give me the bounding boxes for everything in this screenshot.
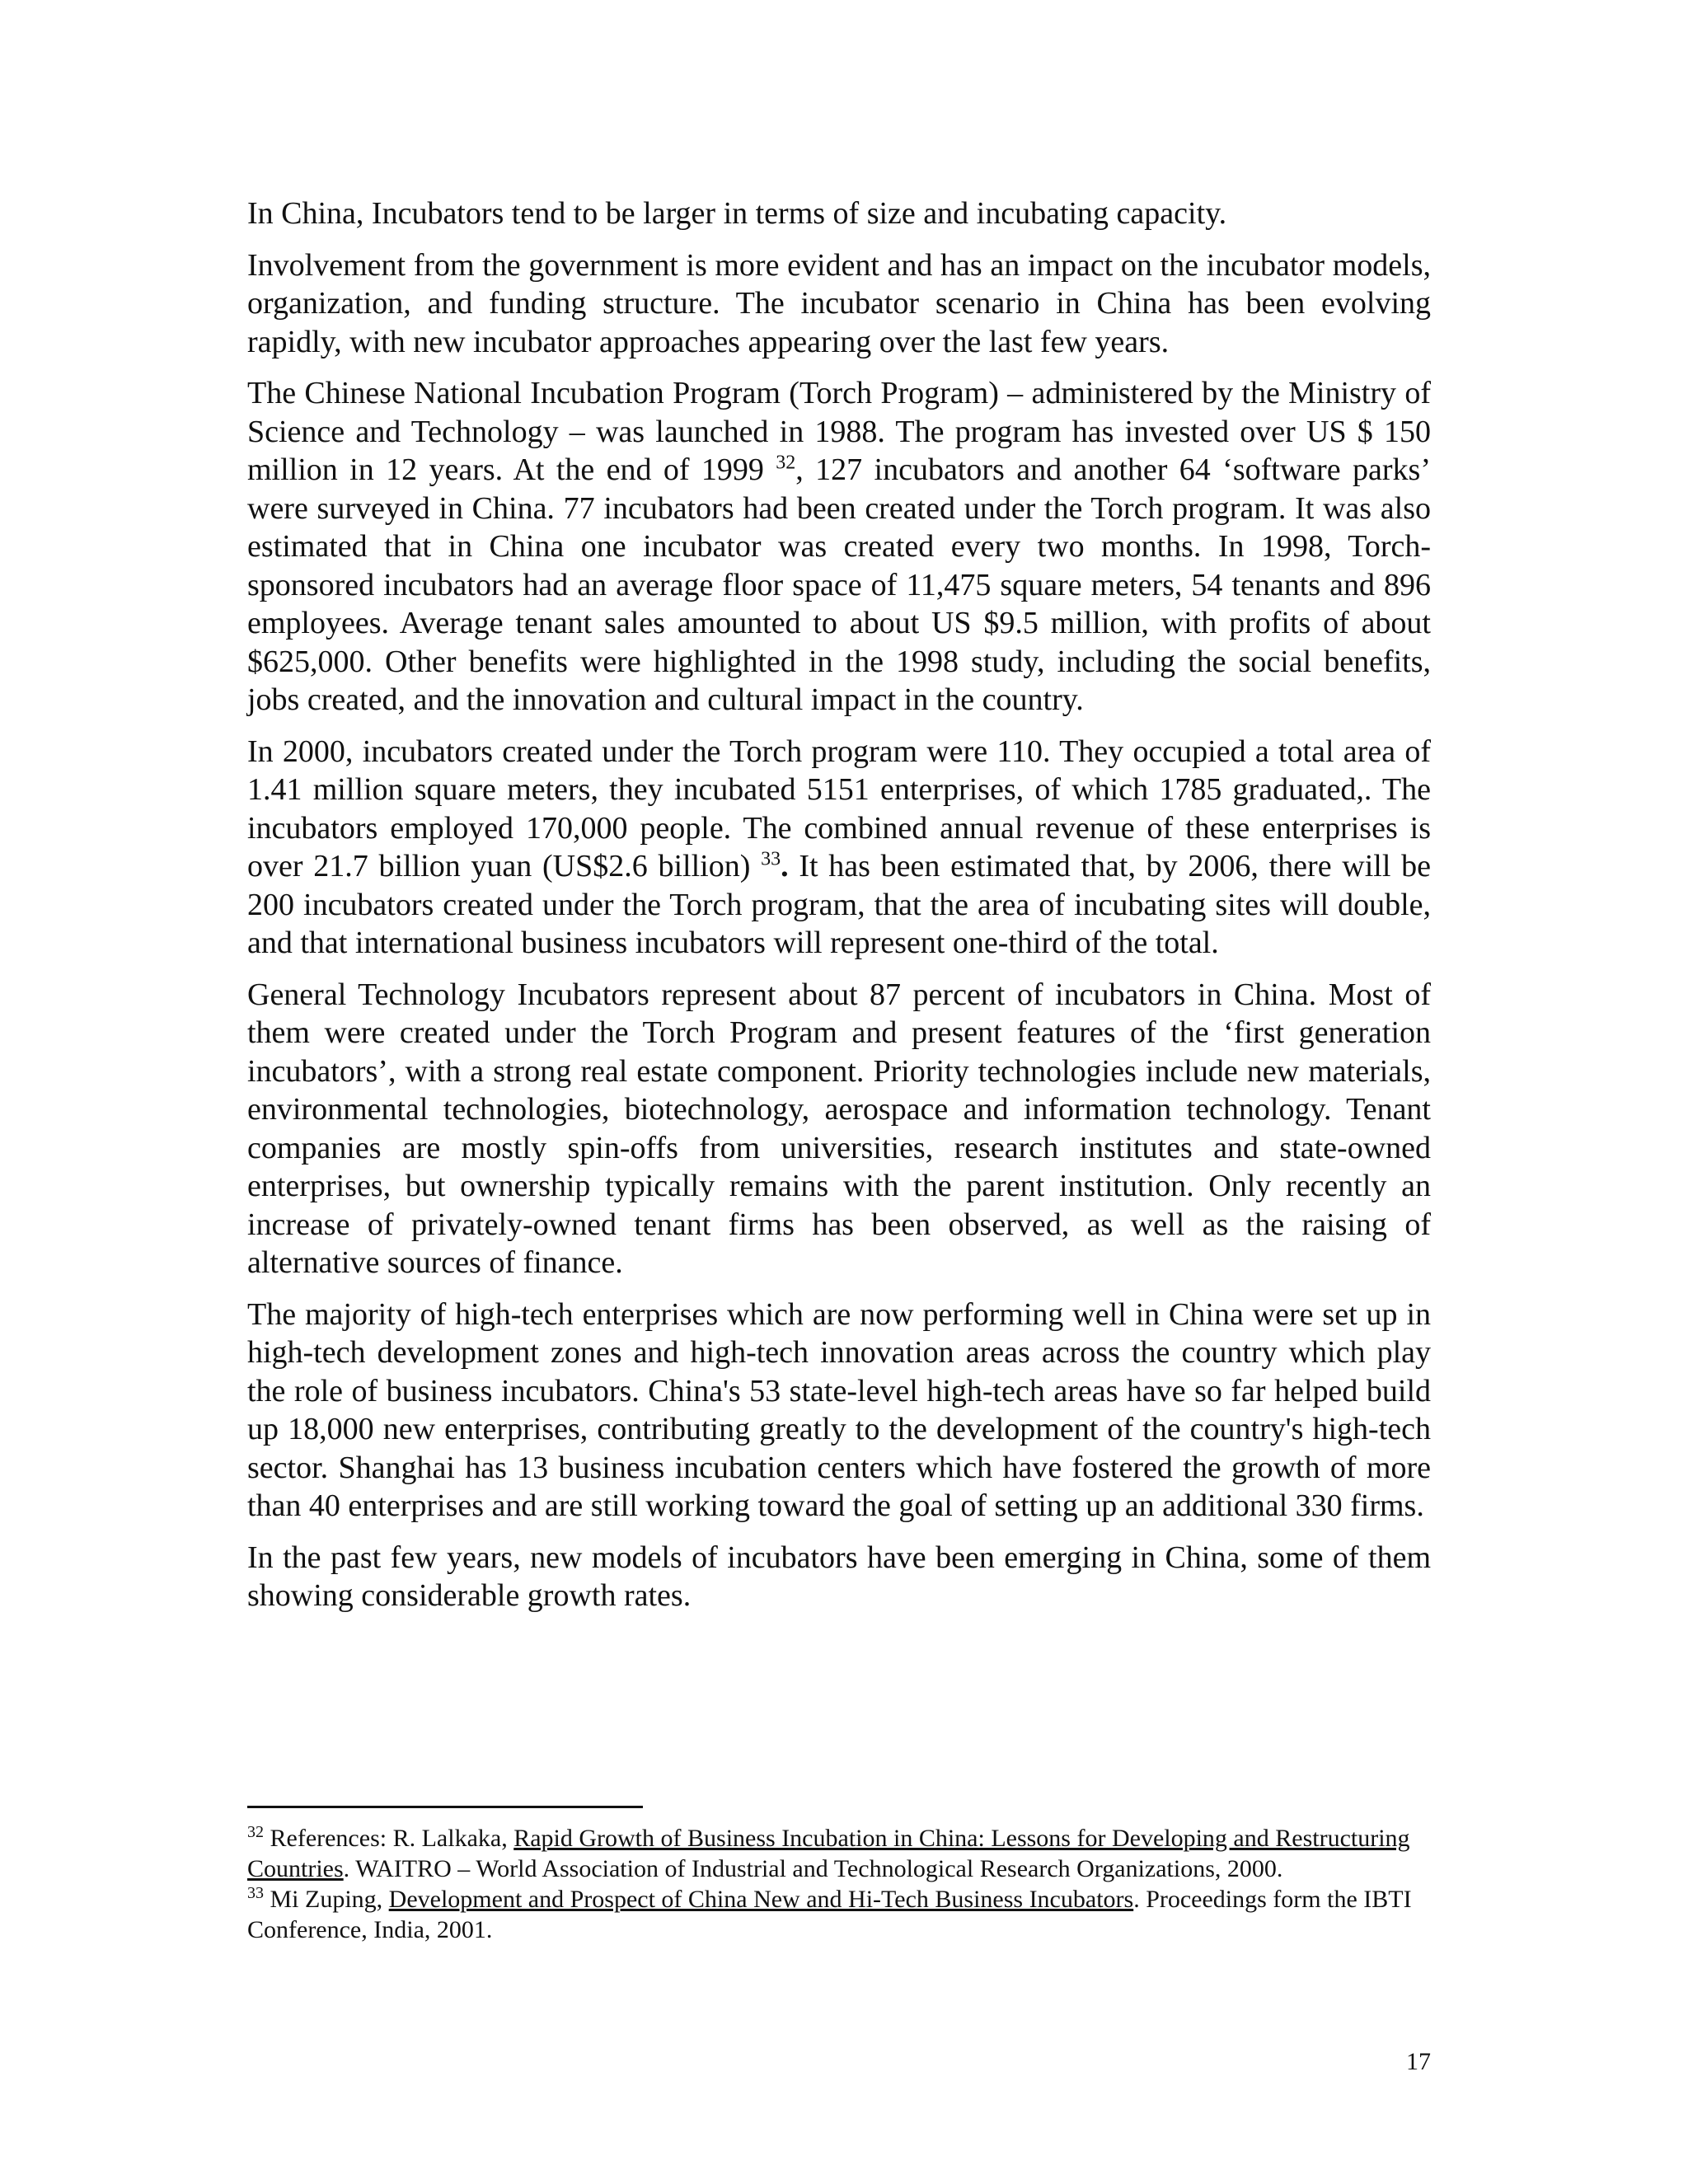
footnote-33-title: Development and Prospect of China New and Hi-Tech Business Incubators (388, 1886, 1134, 1913)
paragraph-4-text-a: In 2000, incubators created under the Torch program were 110. They occupied a total area of 1.41 million square meters, they incubated 5151 enterprises, of which 1785 graduated,. The incubators employed 170,000 people. The combined annual revenue of these enterprises is over 21.7 billion yuan (US$2.6 billion) (247, 733, 1431, 883)
footnote-33-number: 33 (247, 1884, 264, 1902)
footnote-33-suffix: . Proceedings form the IBTI Conference, India, 2001. (247, 1886, 1412, 1943)
paragraph-3-text-a: The Chinese National Incubation Program (Torch Program) – administered by the Ministry of Science and Technology – was launched in 1988. The program has invested over US $ 150 million in 12 years. At the end of 1999 (247, 376, 1431, 487)
paragraph-4-text-b: It has been estimated that, by 2006, there will be 200 incubators created under the Torch program, that the area of incubating sites will double, and that international business incubators will represent one-third of the total. (247, 849, 1432, 960)
footnotes (247, 1823, 1431, 1945)
paragraph-7: In the past few years, new models of incubators have been emerging in China, some of them showing considerable growth rates. (247, 1540, 1431, 1613)
footnote-32-prefix: References: R. Lalkaka, (264, 1825, 514, 1852)
footnote-32 (247, 1823, 1431, 1884)
paragraph-5: General Technology Incubators represent about 87 percent of incubators in China. Most of them were created under the Torch Program and present features of the ‘first generation incubators’, with a strong real estate component. Priority technologies include new materials, environmental technologies, biotechnology, aerospace and information technology. Tenant companies are mostly spin-offs from universities, research institutes and state-owned enterprises, but ownership typically remains with the parent institution. Only recently an increase of privately-owned tenant firms has been observed, as well as the raising of alternative sources of finance. (247, 977, 1431, 1280)
body-text (247, 194, 1431, 1629)
footnote-divider (247, 1806, 643, 1808)
paragraph-4 (247, 733, 1431, 963)
paragraph-3-text-b: , 127 incubators and another 64 ‘software parks’ were surveyed in China. 77 incubators had been created under the Torch program. It was also estimated that in China one incubator was created every two months. In 1998, Torch-sponsored incubators had an average floor space of 11,475 square meters, 54 tenants and 896 employees. Average tenant sales amounted to about US $9.5 million, with profits of about $625,000. Other benefits were highlighted in the 1998 study, including the social benefits, jobs created, and the innovation and cultural impact in the country. (247, 452, 1432, 717)
paragraph-6: The majority of high-tech enterprises which are now performing well in China were set up in high-tech development zones and high-tech innovation areas across the country which play the role of business incubators. China's 53 state-level high-tech areas have so far helped build up 18,000 new enterprises, contributing greatly to the development of the country's high-tech sector. Shanghai has 13 business incubation centers which have fostered the growth of more than 40 enterprises and are still working toward the goal of setting up an additional 330 firms. (247, 1296, 1431, 1523)
page-number: 17 (1406, 2048, 1431, 2075)
paragraph-3 (247, 374, 1431, 719)
paragraph-1: In China, Incubators tend to be larger in terms of size and incubating capacity. (247, 196, 1227, 231)
footnote-32-title: Rapid Growth of Business Incubation in China: Lessons for Developing and Restructuring Countries (247, 1825, 1410, 1882)
footnote-ref-32: 32 (776, 452, 796, 474)
footnote-33 (247, 1884, 1431, 1945)
footnote-32-suffix: . WAITRO – World Association of Industrial and Technological Research Organizations, 2000. (343, 1855, 1283, 1882)
footnote-ref-33: 33 (761, 848, 781, 870)
paragraph-4-period: . (781, 849, 789, 883)
paragraph-2: Involvement from the government is more evident and has an impact on the incubator models, organization, and funding structure. The incubator scenario in China has been evolving rapidly, with new incubator approaches appearing over the last few years. (247, 247, 1431, 359)
footnote-32-number: 32 (247, 1823, 264, 1841)
footnote-33-prefix: Mi Zuping, (264, 1886, 389, 1913)
